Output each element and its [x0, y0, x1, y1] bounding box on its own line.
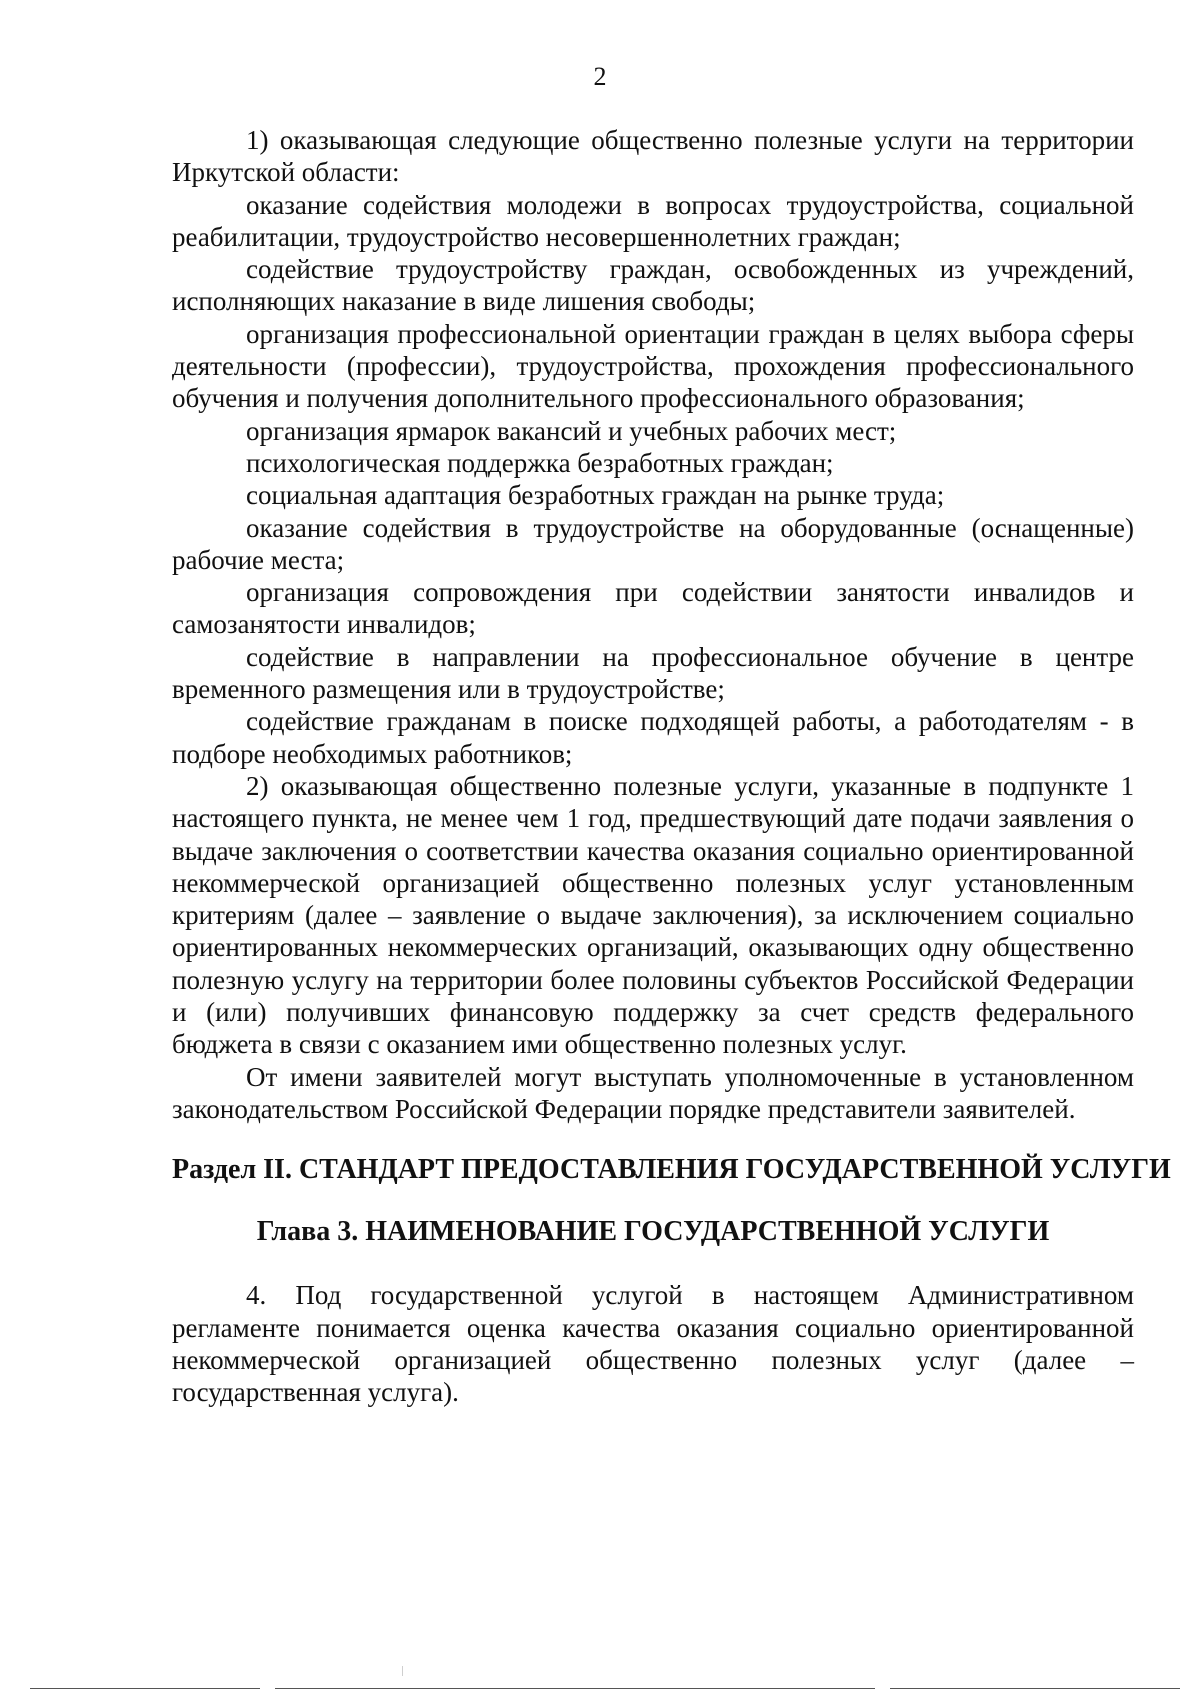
paragraph: организация сопровождения при содействии занятости инвалидов и самозанятости инвалидов;	[172, 577, 1134, 640]
paragraph: оказание содействия молодежи в вопросах трудоустройства, социальной реабилитации, трудоустройство несовершеннолетних граждан;	[172, 189, 1134, 252]
footer-rule	[890, 1688, 1180, 1689]
paragraph: содействие в направлении на профессиональное обучение в центре временного размещения или в трудоустройстве;	[172, 641, 1134, 705]
paragraph: организация ярмарок вакансий и учебных рабочих мест;	[246, 415, 897, 446]
paragraph: оказание содействия в трудоустройстве на оборудованные (оснащенные) рабочие места;	[172, 512, 1134, 575]
paragraph: 2) оказывающая общественно полезные услуги, указанные в подпункте 1 настоящего пункта, не менее чем 1 год, предшествующий дате подачи заявления о выдаче заключения о соответствии качества оказания социально ориентированной некоммерческой организацией общественно полезных услуг установленным критериям (далее – заявление о выдаче заключения), за исключением социально ориентированных некоммерческих организаций, оказывающих одну общественно полезную услугу на территории более половины субъектов Российской Федерации и (или) получивших финансовую поддержку за счет средств федерального бюджета в связи с оказанием ими общественно полезных услуг.	[172, 770, 1134, 1060]
paragraph: От имени заявителей могут выступать уполномоченные в установленном законодательством Российской Федерации порядке представители заявителей.	[172, 1061, 1134, 1124]
paragraph: социальная адаптация безработных граждан на рынке труда;	[246, 480, 945, 511]
criteria-list	[172, 124, 1134, 1125]
paragraph: содействие трудоустройству граждан, освобожденных из учреждений, исполняющих наказание в виде лишения свободы;	[172, 254, 1134, 317]
paragraph: содействие гражданам в поиске подходящей работы, а работодателям - в подборе необходимых работников;	[172, 706, 1134, 769]
chapter-body	[172, 1279, 1134, 1408]
paragraph: организация профессиональной ориентации граждан в целях выбора сферы деятельности (профессии), трудоустройства, прохождения профессионального обучения и получения дополнительного профессионального образования;	[172, 318, 1134, 414]
page-number: 2	[593, 62, 607, 91]
section-heading: Раздел II. СТАНДАРТ ПРЕДОСТАВЛЕНИЯ ГОСУДАРСТВЕННОЙ УСЛУГИ	[172, 1154, 1171, 1186]
scan-mark	[402, 1666, 403, 1676]
document-body	[172, 124, 1171, 1408]
chapter-heading: Глава 3. НАИМЕНОВАНИЕ ГОСУДАРСТВЕННОЙ УСЛУГИ	[256, 1216, 1050, 1248]
paragraph: психологическая поддержка безработных граждан;	[246, 447, 834, 478]
paragraph: 4. Под государственной услугой в настоящем Административном регламенте понимается оценка качества оказания социально ориентированной некоммерческой организацией общественно полезных услуг (далее – государственная услуга).	[172, 1280, 1134, 1408]
paragraph: 1) оказывающая следующие общественно полезные услуги на территории Иркутской области:	[172, 125, 1134, 188]
footer-rule	[275, 1688, 875, 1689]
footer-rule	[30, 1688, 260, 1689]
